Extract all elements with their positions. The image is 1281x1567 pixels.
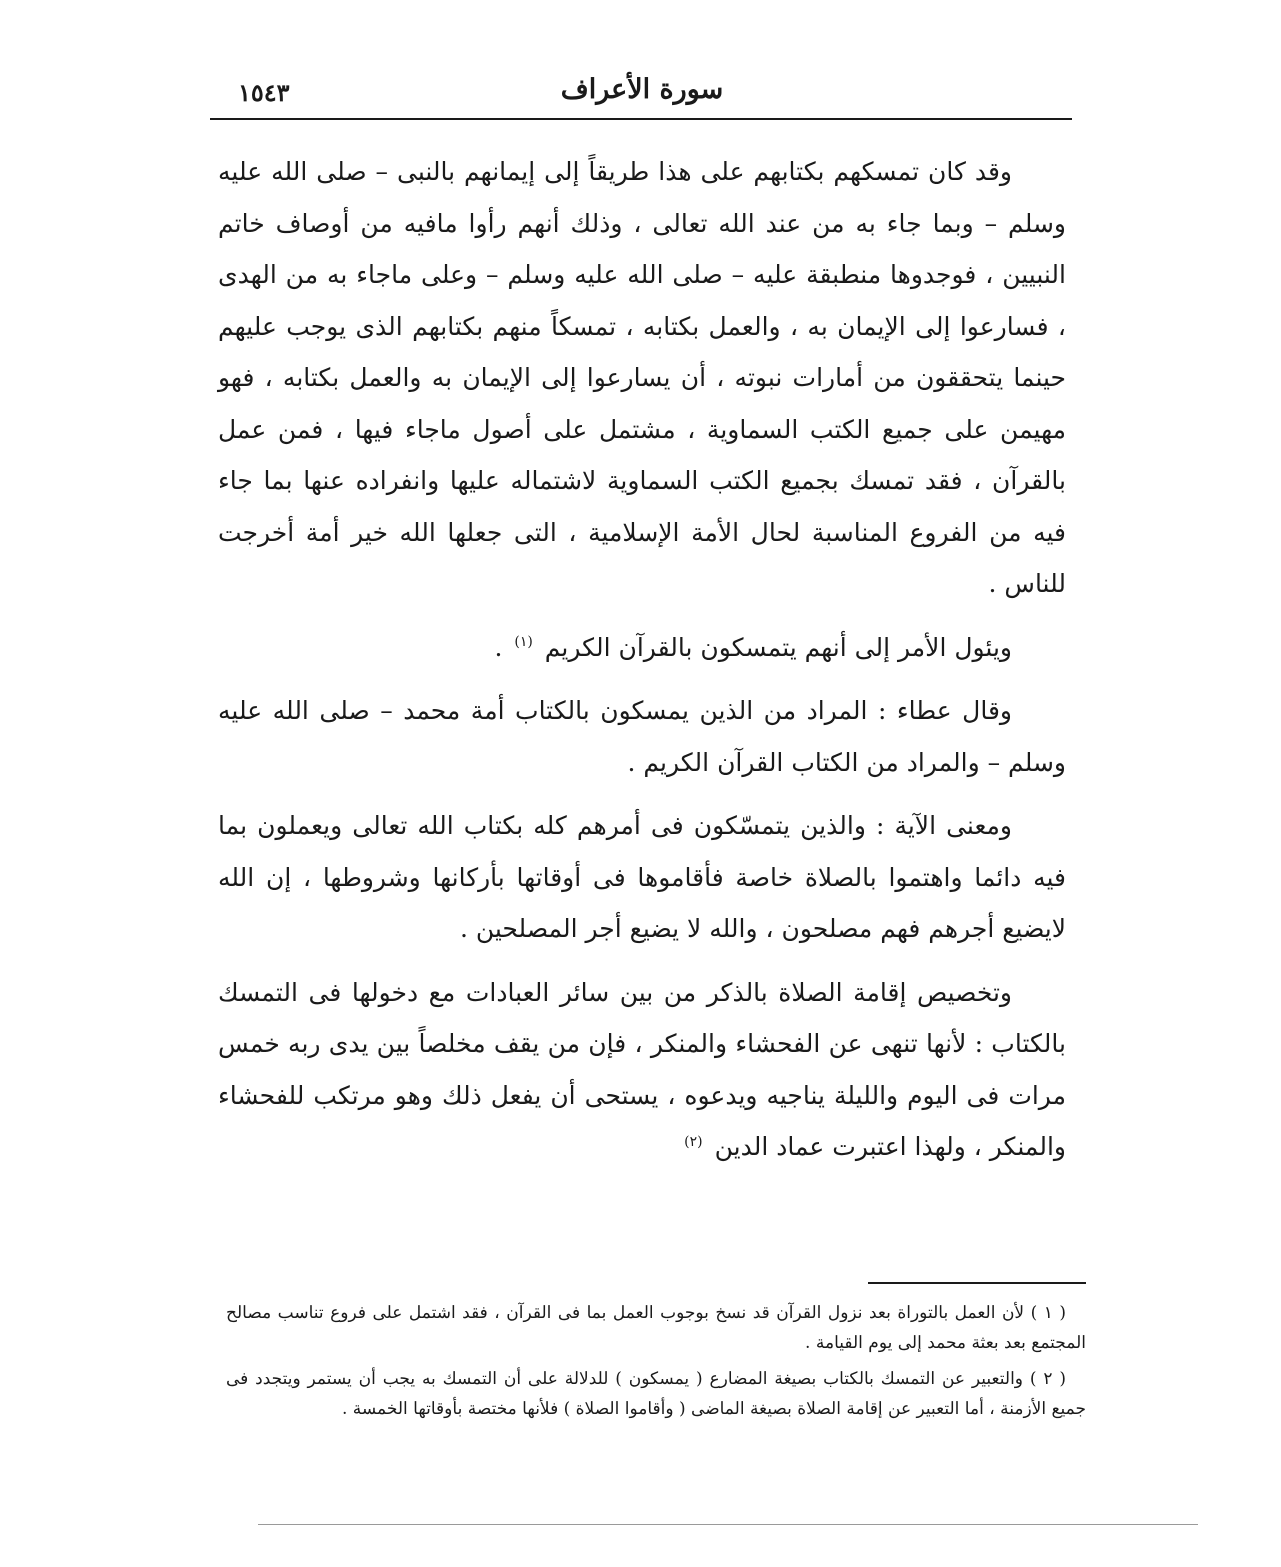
bottom-scan-line [258,1524,1198,1525]
paragraph-4-text: ومعنى الآية : والذين يتمسّكون فى أمرهم كله بكتاب الله تعالى ويعملون بما فيه دائما واهتموا بالصلاة خاصة فأقاموها فى أوقاتها بأركانها وشروطها ، إن الله لايضيع أجرهم فهم مصلحون ، والله لا يضيع أجر المصلحين . [218,811,1066,943]
surah-title: سورة الأعراف [560,74,724,105]
footnote-ref-1: (١) [514,634,533,651]
footnote-1 [226,1298,1086,1358]
footnote-ref-2: (٢) [684,1133,703,1150]
paragraph-4 [218,800,1066,955]
footnote-2-marker: ( ٢ ) [1029,1369,1066,1389]
footnote-1-text: لأن العمل بالتوراة بعد نزول القرآن قد نسخ بوجوب العمل بما فى القرآن ، فقد اشتمل على فروع تناسب مصالح المجتمع بعد بعثة محمد إلى يوم القيامة . [226,1303,1086,1353]
paragraph-3-text: وقال عطاء : المراد من الذين يمسكون بالكتاب أمة محمد – صلى الله عليه وسلم – والمراد من الكتاب القرآن الكريم . [218,696,1066,777]
paragraph-5-text: وتخصيص إقامة الصلاة بالذكر من بين سائر العبادات مع دخولها فى التمسك بالكتاب : لأنها تنهى عن الفحشاء والمنكر ، فإن من يقف مخلصاً بين يدى ربه خمس مرات فى اليوم والليلة يناجيه ويدعوه ، يستحى أن يفعل ذلك وهو مرتكب للفحشاء والمنكر ، ولهذا اعتبرت عماد الدين [218,977,1066,1161]
paragraph-1-text: وقد كان تمسكهم بكتابهم على هذا طريقاً إلى إيمانهم بالنبى – صلى الله عليه وسلم – وبما جاء به من عند الله تعالى ، وذلك أنهم رأوا مافيه من أوصاف خاتم النبيين ، فوجدوها منطبقة عليه – صلى الله عليه وسلم – وعلى ماجاء به من الهدى ، فسارعوا إلى الإيمان به ، والعمل بكتابه ، تمسكاً منهم بكتابهم الذى يوجب عليهم حينما يتحققون من أمارات نبوته ، أن يسارعوا إلى الإيمان به والعمل بكتابه ، فهو مهيمن على جميع الكتب السماوية ، مشتمل على أصول ماجاء فيها ، فمن عمل بالقرآن ، فقد تمسك بجميع الكتب السماوية لاشتماله عليها وانفراده عنها بما جاء فيه من الفروع المناسبة لحال الأمة الإسلامية ، التى جعلها الله خير أمة أخرجت للناس . [218,157,1066,598]
header-rule [210,118,1072,120]
paragraph-5 [218,967,1066,1173]
page-header [212,72,1072,116]
paragraph-2 [218,622,1066,674]
footnote-2 [226,1364,1086,1424]
page-number: ١٥٤٣ [238,78,290,107]
paragraph-3 [218,685,1066,788]
footnote-2-text: والتعبير عن التمسك بالكتاب بصيغة المضارع ( يمسكون ) للدلالة على أن التمسك به يجب أن يستمر ويتجدد فى جميع الأزمنة ، أما التعبير عن إقامة الصلاة بصيغة الماضى ( وأقاموا الصلاة ) فلأنها مختصة بأوقاتها الخمسة . [226,1369,1086,1419]
footnotes [226,1298,1086,1430]
paragraph-2-tail: . [494,632,503,662]
footnote-separator [868,1282,1086,1284]
footnote-1-marker: ( ١ ) [1030,1303,1066,1323]
paragraph-2-text: ويئول الأمر إلى أنهم يتمسكون بالقرآن الكريم [544,632,1012,662]
body-text [218,146,1066,1173]
paragraph-1 [218,146,1066,610]
